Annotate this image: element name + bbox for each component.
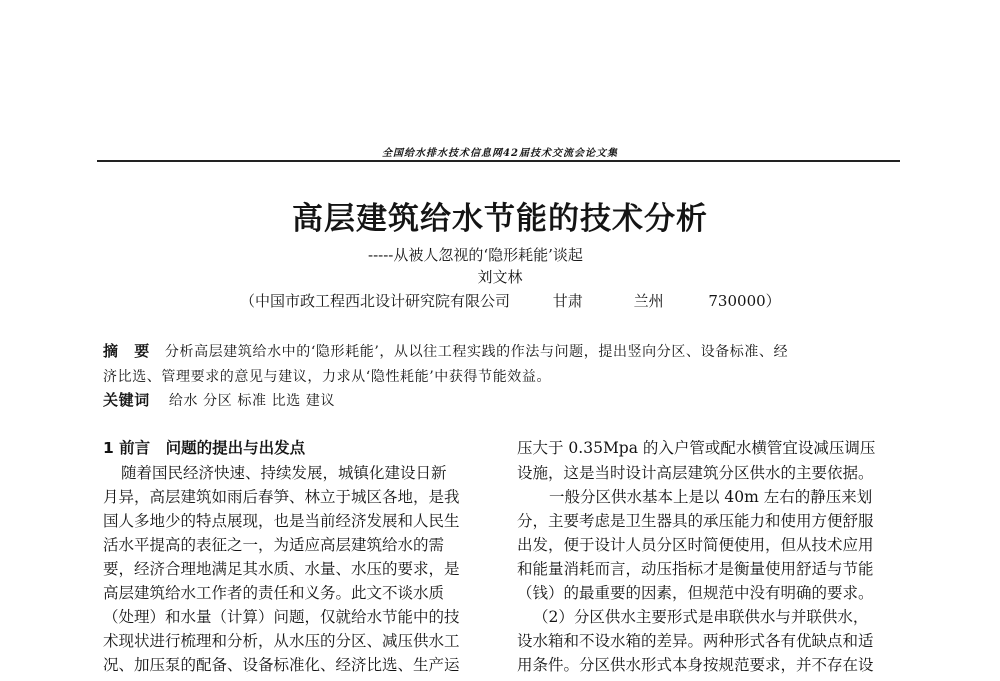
- abstract-line-1: [103, 340, 788, 361]
- body-line: 压大于 0.35Mpa 的入户管或配水横管宜设减压调压: [517, 439, 876, 457]
- body-line: 高层建筑给水工作者的责任和义务。此文不谈水质: [103, 584, 445, 602]
- body-line: 月异，高层建筑如雨后春笋、林立于城区各地，是我: [103, 488, 460, 506]
- affiliation-postcode: 730000）: [708, 292, 781, 310]
- paper-title: 高层建筑给水节能的技术分析: [292, 201, 708, 237]
- keywords-label: 关键词: [103, 391, 150, 409]
- abstract-line-2: 济比选、管理要求的意见与建议，力求从‘隐性耗能’中获得节能效益。: [103, 369, 552, 385]
- affiliation-city: 兰州: [633, 292, 664, 310]
- body-line: 用条件。分区供水形式本身按规范要求，并不存在设: [517, 656, 874, 674]
- abstract-label: 摘 要: [103, 342, 150, 360]
- affiliation: [240, 290, 781, 311]
- body-line: 况、加压泵的配备、设备标准化、经济比选、生产运: [103, 656, 460, 674]
- body-line: 设施，这是当时设计高层建筑分区供水的主要依据。: [517, 464, 874, 482]
- body-line: （钱）的最重要的因素，但规范中没有明确的要求。: [517, 584, 874, 602]
- header-rule: [97, 160, 900, 162]
- author-name: 刘文林: [477, 268, 523, 286]
- body-line: 设水箱和不设水箱的差异。两种形式各有优缺点和适: [517, 632, 874, 650]
- affiliation-province: 甘肃: [552, 292, 583, 310]
- body-line: （处理）和水量（计算）问题，仅就给水节能中的技: [103, 608, 460, 626]
- body-line: 要，经济合理地满足其水质、水量、水压的要求，是: [103, 560, 460, 578]
- body-line: 一般分区供水基本上是以 40m 左右的静压来划: [549, 488, 873, 506]
- paper-subtitle: -----从被人忽视的‘隐形耗能’谈起: [368, 246, 583, 264]
- body-line: 活水平提高的表征之一，为适应高层建筑给水的需: [103, 536, 445, 554]
- keywords: [103, 389, 335, 410]
- body-line: 国人多地少的特点展现，也是当前经济发展和人民生: [103, 512, 460, 530]
- body-line: 随着国民经济快速、持续发展，城镇化建设日新: [121, 464, 447, 482]
- section-heading: 1 前言 问题的提出与出发点: [103, 439, 306, 457]
- affiliation-org: （中国市政工程西北设计研究院有限公司: [240, 292, 511, 310]
- body-line: 术现状进行梳理和分析，从水压的分区、减压供水工: [103, 632, 460, 650]
- body-line: 出发，便于设计人员分区时简便使用，但从技术应用: [517, 536, 874, 554]
- running-header: 全国给水排水技术信息网42届技术交流会论文集: [382, 148, 618, 159]
- body-line: （2）分区供水主要形式是串联供水与并联供水，: [533, 608, 869, 626]
- abstract-text-1: 分析高层建筑给水中的‘隐形耗能’，从以往工程实践的作法与问题，提出竖向分区、设备标准、经: [164, 344, 789, 360]
- keywords-text: 给水 分区 标准 比选 建议: [168, 393, 336, 409]
- body-line: 和能量消耗而言，动压指标才是衡量使用舒适与节能: [517, 560, 874, 578]
- body-line: 分，主要考虑是卫生器具的承压能力和使用方便舒服: [517, 512, 874, 530]
